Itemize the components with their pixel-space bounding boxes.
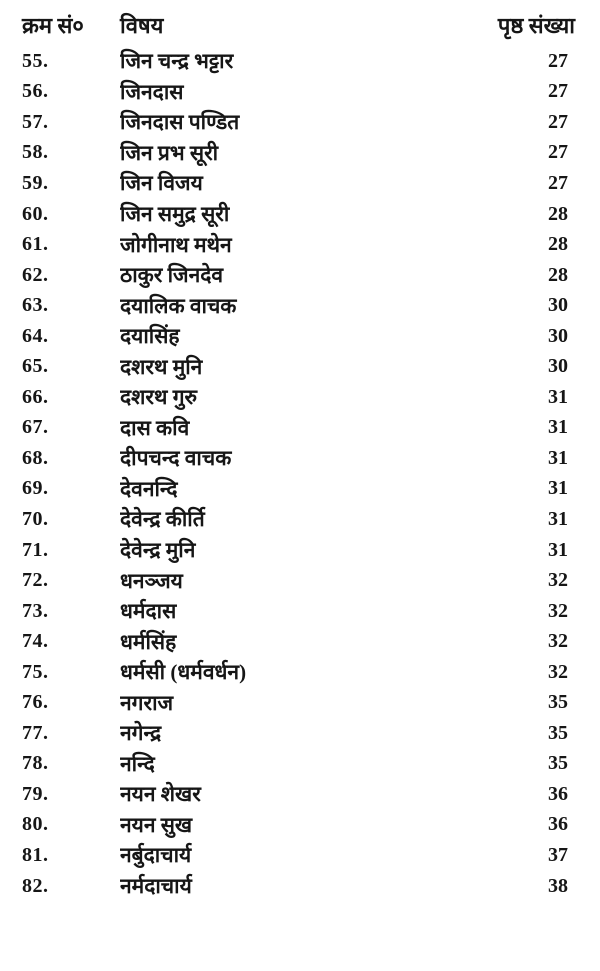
row-subject: दयालिक वाचक: [120, 293, 237, 318]
row-number: 82.: [22, 874, 49, 897]
table-row: [0, 565, 600, 596]
row-number: 65.: [22, 355, 49, 378]
table-row: [0, 260, 600, 291]
row-subject: धर्मसिंह: [120, 629, 177, 654]
row-number: 75.: [22, 660, 49, 683]
table-row: [0, 535, 600, 566]
row-page: 35: [548, 752, 568, 775]
table-row: [0, 687, 600, 718]
row-subject: दशरथ गुरु: [120, 385, 198, 410]
row-page: 30: [548, 355, 568, 378]
row-page: 31: [548, 446, 568, 469]
row-number: 67.: [22, 416, 49, 439]
row-subject: धर्मदास: [120, 599, 177, 624]
row-subject: धनञ्जय: [120, 568, 183, 593]
table-row: [0, 413, 600, 444]
row-number: 79.: [22, 782, 49, 805]
table-row: [0, 626, 600, 657]
row-page: 32: [548, 660, 568, 683]
table-row: [0, 46, 600, 77]
row-page: 35: [548, 721, 568, 744]
row-page: 30: [548, 294, 568, 317]
row-page: 38: [548, 874, 568, 897]
row-number: 71.: [22, 538, 49, 561]
table-row: [0, 596, 600, 627]
row-subject: दीपचन्द वाचक: [120, 446, 232, 471]
row-subject: धर्मसी (धर्मवर्धन): [120, 660, 247, 685]
row-number: 58.: [22, 141, 49, 164]
row-page: 31: [548, 477, 568, 500]
row-page: 36: [548, 813, 568, 836]
row-number: 81.: [22, 843, 49, 866]
row-page: 32: [548, 630, 568, 653]
table-row: [0, 779, 600, 810]
table-row: [0, 229, 600, 260]
row-number: 62.: [22, 263, 49, 286]
table-row: [0, 107, 600, 138]
row-number: 63.: [22, 294, 49, 317]
row-page: 31: [548, 385, 568, 408]
row-subject: जिन प्रभ सूरी: [120, 140, 219, 165]
row-number: 68.: [22, 446, 49, 469]
row-page: 27: [548, 80, 568, 103]
row-subject: दशरथ मुनि: [120, 354, 203, 379]
row-subject: जिनदास: [120, 79, 184, 104]
row-page: 28: [548, 263, 568, 286]
row-page: 28: [548, 233, 568, 256]
row-page: 36: [548, 782, 568, 805]
row-subject: देवनन्दि: [120, 476, 178, 501]
row-subject: नर्बुदाचार्य: [120, 843, 192, 868]
row-page: 31: [548, 538, 568, 561]
row-subject: दास कवि: [120, 415, 190, 440]
row-number: 72.: [22, 569, 49, 592]
row-page: 32: [548, 569, 568, 592]
row-subject: देवेन्द्र कीर्ति: [120, 507, 205, 532]
row-number: 61.: [22, 233, 49, 256]
row-number: 66.: [22, 385, 49, 408]
row-number: 74.: [22, 630, 49, 653]
table-row: [0, 810, 600, 841]
row-number: 60.: [22, 202, 49, 225]
row-subject: दयासिंह: [120, 324, 180, 349]
table-row: [0, 290, 600, 321]
row-subject: जिन चन्द्र भट्टार: [120, 49, 234, 74]
row-subject: जिनदास पण्डित: [120, 110, 240, 135]
table-row: [0, 718, 600, 749]
serial-column-header: क्रम सं०: [22, 13, 84, 38]
row-number: 73.: [22, 599, 49, 622]
table-row: [0, 840, 600, 871]
toc-header-row: [0, 6, 600, 46]
row-page: 37: [548, 843, 568, 866]
row-subject: नर्मदाचार्य: [120, 874, 192, 899]
row-page: 31: [548, 507, 568, 530]
table-row: [0, 474, 600, 505]
row-page: 30: [548, 324, 568, 347]
row-number: 59.: [22, 171, 49, 194]
row-number: 77.: [22, 721, 49, 744]
toc-rows: [0, 46, 600, 901]
row-subject: नयन सुख: [120, 812, 193, 837]
page-number-column-header: पृष्ठ संख्या: [497, 13, 575, 38]
row-subject: जोगीनाथ मथेन: [120, 232, 232, 257]
table-row: [0, 443, 600, 474]
table-row: [0, 321, 600, 352]
row-page: 27: [548, 141, 568, 164]
row-subject: जिन विजय: [120, 171, 203, 196]
table-row: [0, 504, 600, 535]
table-row: [0, 199, 600, 230]
row-number: 76.: [22, 691, 49, 714]
table-row: [0, 138, 600, 169]
table-row: [0, 351, 600, 382]
row-page: 32: [548, 599, 568, 622]
table-row: [0, 871, 600, 902]
table-row: [0, 168, 600, 199]
row-page: 27: [548, 49, 568, 72]
row-number: 57.: [22, 110, 49, 133]
row-subject: नन्दि: [120, 751, 155, 776]
row-subject: नगेन्द्र: [120, 721, 162, 746]
row-subject: नयन शेखर: [120, 782, 201, 807]
row-page: 27: [548, 110, 568, 133]
row-page: 35: [548, 691, 568, 714]
row-subject: देवेन्द्र मुनि: [120, 538, 196, 563]
row-page: 28: [548, 202, 568, 225]
table-row: [0, 749, 600, 780]
row-number: 80.: [22, 813, 49, 836]
row-number: 70.: [22, 507, 49, 530]
table-row: [0, 382, 600, 413]
row-number: 64.: [22, 324, 49, 347]
subject-column-header: विषय: [120, 13, 164, 38]
row-number: 69.: [22, 477, 49, 500]
row-page: 27: [548, 171, 568, 194]
row-subject: जिन समुद्र सूरी: [120, 202, 230, 226]
row-page: 31: [548, 416, 568, 439]
row-number: 56.: [22, 80, 49, 103]
row-subject: ठाकुर जिनदेव: [120, 263, 224, 288]
row-subject: नगराज: [120, 690, 174, 715]
table-row: [0, 657, 600, 688]
row-number: 55.: [22, 49, 49, 72]
table-row: [0, 77, 600, 108]
row-number: 78.: [22, 752, 49, 775]
